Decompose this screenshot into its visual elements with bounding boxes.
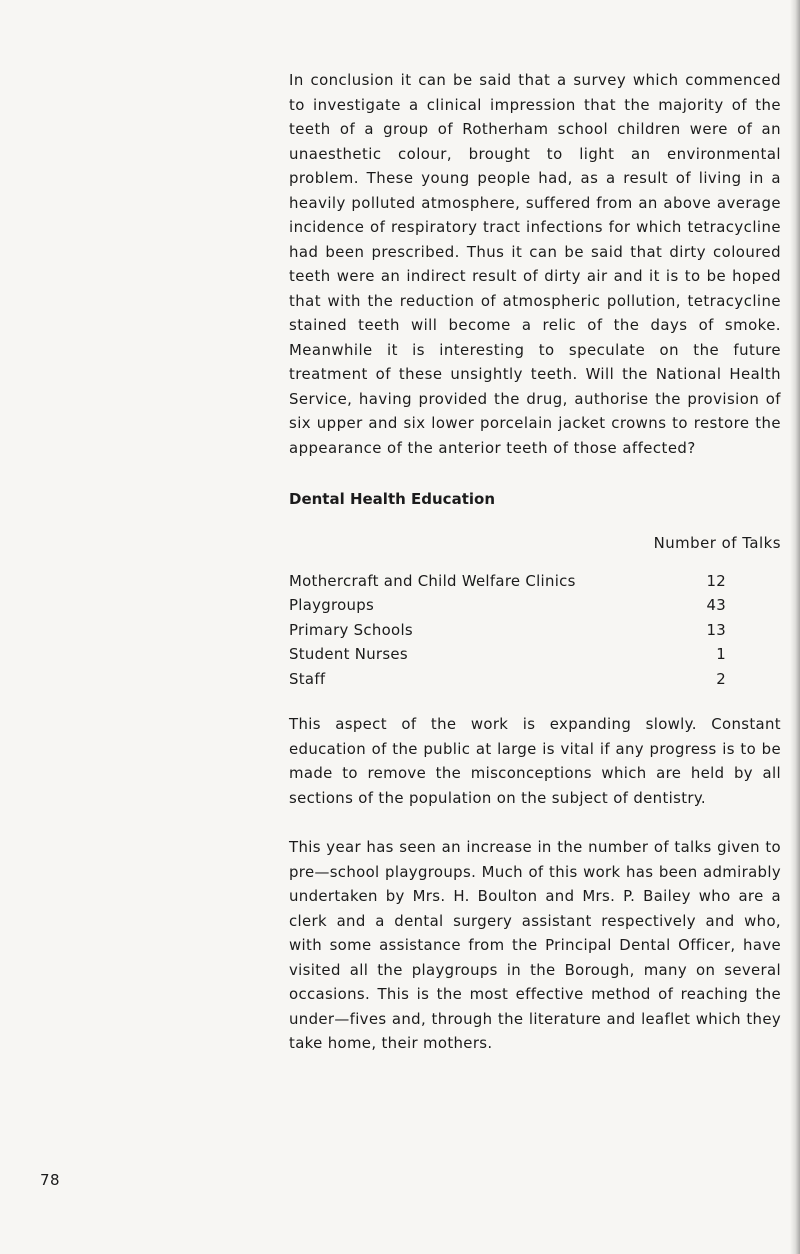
section-heading: Dental Health Education bbox=[289, 490, 495, 508]
talks-table bbox=[289, 531, 781, 691]
table-row-label: Playgroups bbox=[289, 596, 375, 614]
table-row-value: 1 bbox=[716, 645, 726, 663]
playgroups-paragraph: This year has seen an increase in the number of talks given to pre—school playgroups. Much of this work has been admirably undertaken by Mrs. H. Boulton and Mrs. P. Bailey who are a clerk and a dental surgery assistant respectively and who, with some assistance from the Principal Dental Officer, have visited all the playgroups in the Borough, many on several occasions. This is the most effective method of reaching the under—fives and, through the literature and leaflet which they take home, their mothers. bbox=[289, 838, 781, 1052]
page-edge-shadow bbox=[790, 0, 800, 1254]
table-row bbox=[289, 569, 781, 594]
table-row bbox=[289, 642, 781, 667]
table-row-value: 2 bbox=[716, 669, 726, 688]
table-row-label: Student Nurses bbox=[289, 645, 408, 663]
page-content bbox=[289, 68, 781, 1056]
talks-table-column-header: Number of Talks bbox=[653, 534, 781, 552]
table-row bbox=[289, 667, 781, 692]
table-row-label: Staff bbox=[289, 669, 326, 688]
table-row-value: 12 bbox=[706, 571, 726, 590]
conclusion-paragraph: In conclusion it can be said that a survey which commenced to investigate a clinical impression that the majority of the teeth of a group of Rotherham school children were of an unaesthetic colour, brought to light an environmental problem. These young people had, as a result of living in a heavily polluted atmosphere, suffered from an above average incidence of respiratory tract infections for which tetracycline had been prescribed. Thus it can be said that dirty coloured teeth were an indirect result of dirty air and it is to be hoped that with the reduction of atmospheric pollution, tetracycline stained teeth will become a relic of the days of smoke. Meanwhile it is interesting to speculate on the future treatment of these unsightly teeth. Will the National Health Service, having provided the drug, authorise the provision of six upper and six lower porcelain jacket crowns to restore the appearance of the anterior teeth of those affected? bbox=[289, 71, 781, 457]
page-number: 78 bbox=[40, 1171, 61, 1189]
table-row bbox=[289, 618, 781, 643]
table-row bbox=[289, 593, 781, 618]
expansion-paragraph: This aspect of the work is expanding slowly. Constant education of the public at large is vital if any progress is to be made to remove the misconceptions which are held by all sections of the population on the subject of dentistry. bbox=[289, 715, 781, 807]
table-row-value: 13 bbox=[706, 620, 726, 639]
table-row-label: Mothercraft and Child Welfare Clinics bbox=[289, 571, 576, 590]
table-row-label: Primary Schools bbox=[289, 620, 413, 639]
table-row-value: 43 bbox=[706, 596, 726, 614]
